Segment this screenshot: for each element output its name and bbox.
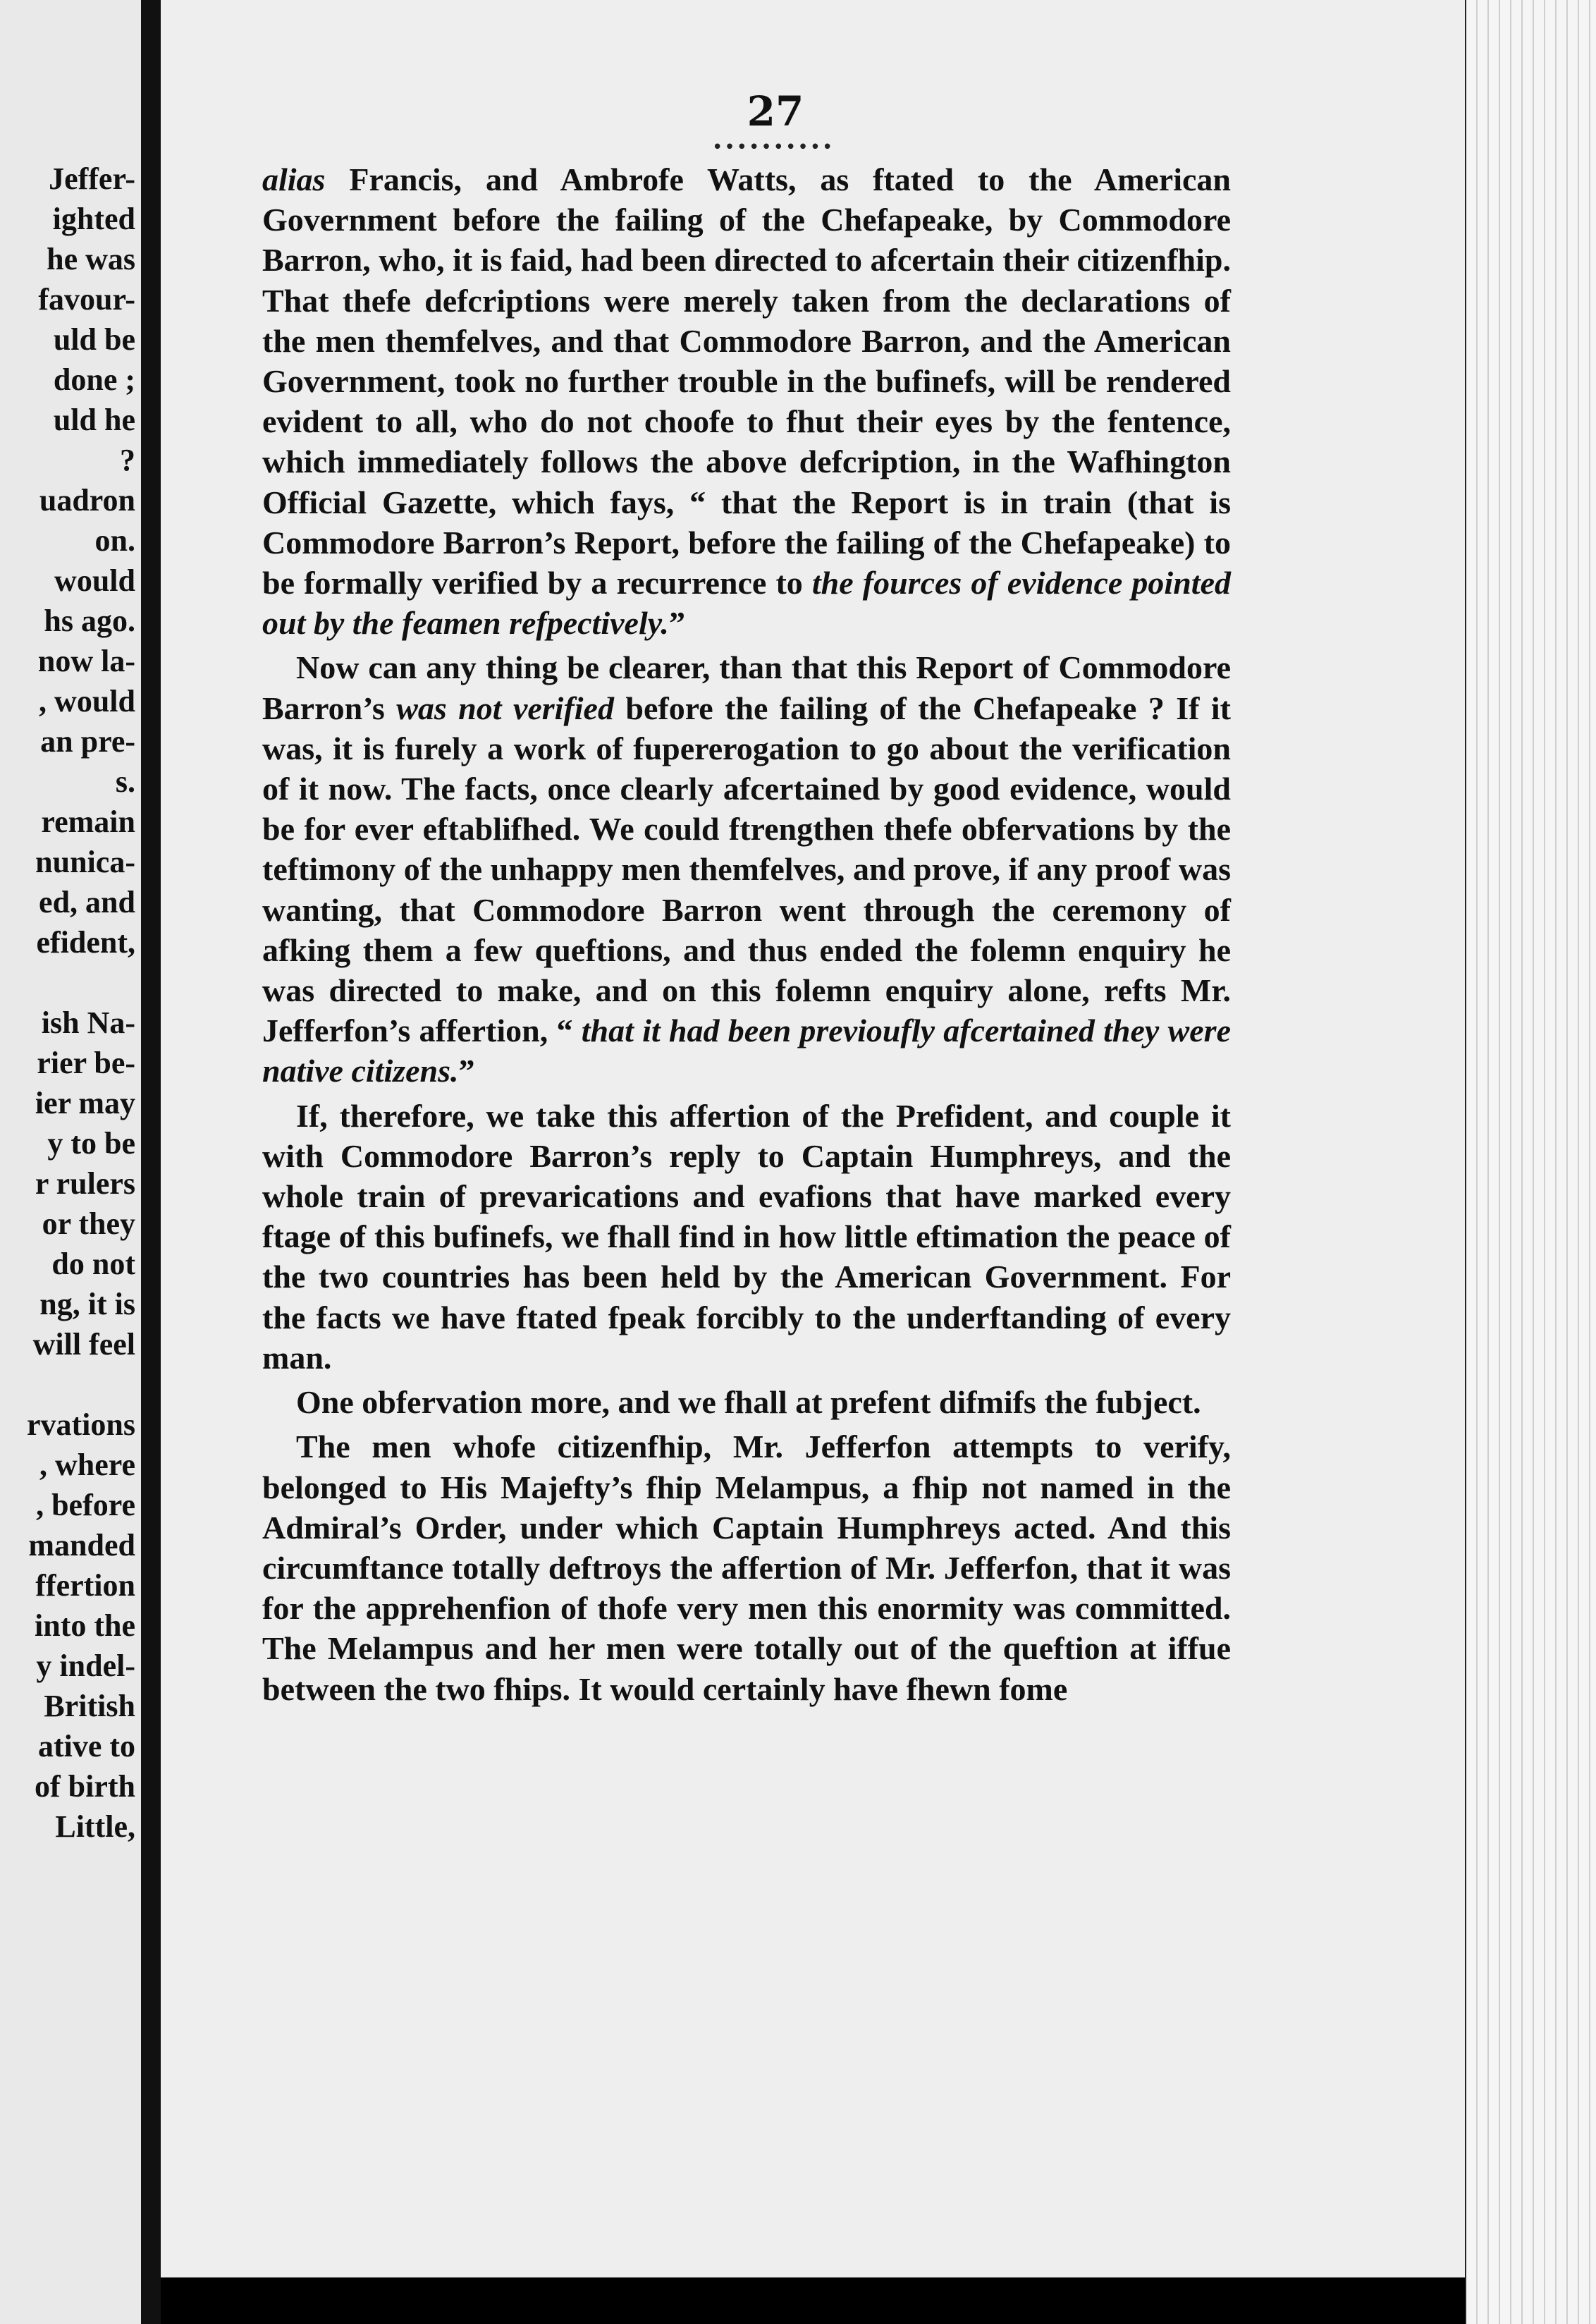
text-run: Francis, and Ambrofe Watts, as ftated to the American Government before the failing of the Chefapeake, by Commodore Barron, who, it is faid, had been directed to afcertain their citizenfhip. That thefe defcriptions were merely taken from the declarations of the men themfelves, and that Commodore Barron, and the American Government, took no further trouble in the bufinefs, will be rendered evident to all, who do not choofe to fhut their eyes by the fentence, which immediately follows the above defcription, in the Wafhington Official Gazette, which fays, “ that the Report is in train (that is Commodore Barron’s Report, before the failing of the Chefapeake) to be formally verified by a recurrence to (262, 161, 1231, 601)
italic-text: was not verified (396, 690, 614, 726)
previous-page-line: efident, (36, 925, 135, 960)
previous-page-line: favour- (38, 282, 135, 317)
previous-page-line: ier may (35, 1086, 135, 1120)
previous-page-line: uadron (39, 483, 135, 518)
previous-page-line: would (54, 563, 135, 598)
previous-page-line: r rulers (35, 1166, 135, 1201)
italic-text: that it had been previoufly afcertained they were native citizens. (262, 1013, 1231, 1089)
previous-page-line: now la- (37, 644, 135, 678)
text-run: ” (668, 605, 685, 642)
previous-page-line: , before (36, 1488, 135, 1522)
previous-page-line: s. (115, 764, 135, 799)
previous-page-line: ed, and (39, 885, 135, 919)
previous-page-line: done ; (53, 362, 135, 397)
paragraph (262, 159, 1231, 643)
previous-page-line: uld be (53, 322, 135, 357)
previous-page-line: rvations (27, 1407, 135, 1442)
previous-page-line: into the (35, 1608, 135, 1643)
previous-page-line: remain (41, 805, 135, 839)
previous-page-line: y indel- (36, 1649, 135, 1683)
previous-page-line: an pre- (40, 724, 135, 759)
paragraph (262, 1382, 1231, 1422)
previous-page-line (27, 962, 135, 1003)
page-stack-edges (1466, 0, 1596, 2324)
italic-text: alias (262, 161, 326, 197)
text-run: before the failing of the Chefapeake ? If it was, it is furely a work of fupererogation to go about the verification of it now. The facts, once clearly afcertained by good evidence, would be for ever eftablifhed. We could ftrengthen thefe obfervations by the teftimony of the unhappy men themfelves, and prove, if any proof was wanting, that Commodore Barron went through the ceremony of afking them a few queftions, and thus ended the folemn enquiry he was directed to make, and on this folemn enquiry alone, refts Mr. Jefferfon’s affertion, “ (262, 690, 1232, 1049)
previous-page-line: ffertion (35, 1568, 135, 1603)
previous-page-line: British (44, 1689, 135, 1723)
previous-page-line: on. (94, 523, 135, 558)
text-run: The men whofe citizenfhip, Mr. Jefferfon attempts to verify, belonged to His Majefty’s fhip Melampus, a fhip not named in the Admiral’s Order, under which Captain Humphreys acted. And this circumftance totally deftroys the affertion of Mr. Jefferfon, that it was for the apprehenfion of thofe very men this enormity was committed. The Melampus and her men were totally out of the queftion at iffue between the two fhips. It would certainly have fhewn fome (262, 1429, 1231, 1707)
text-run: ” (458, 1053, 475, 1089)
ornament-rule: •••••••••• (712, 137, 835, 158)
previous-page-line: uld he (53, 403, 135, 437)
text-run: If, therefore, we take this affertion of the Prefident, and couple it with Commodore Barron’s reply to Captain Humphreys, and the whole train of prevarications and evafions that have marked every ftage of this bufinefs, we fhall find in how little eftimation the peace of the two countries has been held by the American Government. For the facts we have ftated fpeak forcibly to the underftanding of every man. (262, 1097, 1231, 1376)
previous-page-line: ighted (52, 202, 135, 236)
paragraph (262, 1096, 1231, 1378)
previous-page-line: ng, it is (39, 1287, 135, 1321)
previous-page-line: , where (39, 1448, 135, 1482)
paragraph (262, 647, 1231, 1091)
previous-page-text (27, 159, 135, 1847)
previous-page-line: ish Na- (41, 1005, 135, 1040)
previous-page-line: rier be- (37, 1046, 135, 1080)
previous-page-line: Little, (55, 1809, 135, 1844)
previous-page-line: y to be (47, 1126, 135, 1161)
previous-page-fragment (0, 0, 141, 2324)
previous-page-line: nunica- (35, 845, 135, 879)
text-run: Now can any thing be clearer, than that this Report of Commodore Barron’s (262, 649, 1231, 726)
book-gutter (141, 0, 161, 2324)
previous-page-line: ? (120, 443, 135, 477)
previous-page-line: hs ago. (44, 604, 135, 638)
previous-page-line: do not (51, 1247, 135, 1281)
page-body-text (262, 159, 1231, 1709)
previous-page-line: will feel (32, 1327, 135, 1362)
text-run: One obfervation more, and we fhall at prefent difmifs the fubject. (296, 1384, 1201, 1421)
previous-page-line: , would (39, 684, 135, 718)
previous-page-line: or they (42, 1206, 135, 1241)
previous-page-line: Jeffer- (49, 161, 135, 196)
previous-page-line: manded (28, 1528, 135, 1562)
previous-page-line: ative to (37, 1729, 135, 1763)
italic-text: the fources of evidence pointed out by the feamen refpectively. (262, 565, 1231, 642)
previous-page-line (27, 1364, 135, 1405)
previous-page-line: of birth (35, 1769, 135, 1804)
previous-page-line: he was (47, 242, 135, 276)
paragraph (262, 1426, 1231, 1708)
page-number: 27 (747, 87, 804, 135)
